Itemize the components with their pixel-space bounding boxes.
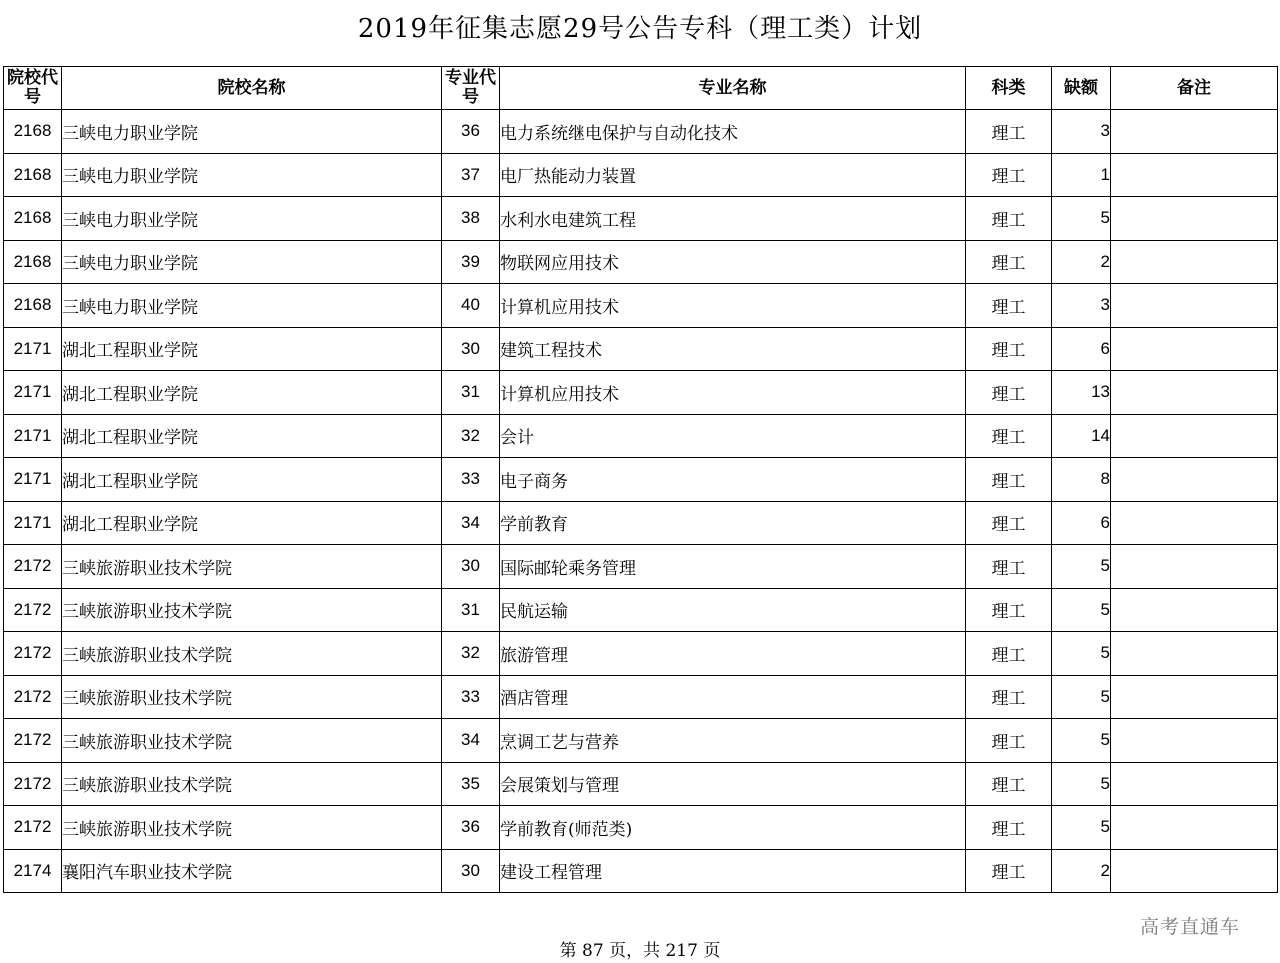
cell-notes xyxy=(1111,327,1278,371)
cell-vacancy: 13 xyxy=(1052,371,1111,415)
cell-vacancy: 8 xyxy=(1052,458,1111,502)
cell-major-name: 电子商务 xyxy=(500,458,966,502)
cell-major-code: 30 xyxy=(442,849,500,893)
cell-major-code: 36 xyxy=(442,806,500,850)
cell-school-code: 2174 xyxy=(4,849,62,893)
cell-notes xyxy=(1111,762,1278,806)
cell-vacancy: 2 xyxy=(1052,240,1111,284)
cell-school-name: 湖北工程职业学院 xyxy=(62,501,442,545)
table-row xyxy=(4,284,1278,328)
cell-notes xyxy=(1111,849,1278,893)
cell-vacancy: 5 xyxy=(1052,588,1111,632)
cell-school-code: 2172 xyxy=(4,806,62,850)
table-row xyxy=(4,414,1278,458)
table-row xyxy=(4,110,1278,154)
cell-major-code: 33 xyxy=(442,458,500,502)
cell-notes xyxy=(1111,284,1278,328)
cell-category: 理工 xyxy=(966,414,1052,458)
admission-plan-table xyxy=(3,66,1278,893)
cell-school-code: 2172 xyxy=(4,719,62,763)
cell-school-code: 2171 xyxy=(4,371,62,415)
cell-school-name: 湖北工程职业学院 xyxy=(62,327,442,371)
cell-vacancy: 5 xyxy=(1052,762,1111,806)
cell-vacancy: 5 xyxy=(1052,197,1111,241)
cell-major-code: 31 xyxy=(442,588,500,632)
table-row xyxy=(4,545,1278,589)
cell-major-name: 国际邮轮乘务管理 xyxy=(500,545,966,589)
cell-school-name: 三峡旅游职业技术学院 xyxy=(62,588,442,632)
header-vacancy: 缺额 xyxy=(1052,67,1111,110)
page-footer: 第 87 页，共 217 页 xyxy=(559,941,721,961)
cell-vacancy: 5 xyxy=(1052,719,1111,763)
cell-major-name: 建设工程管理 xyxy=(500,849,966,893)
cell-notes xyxy=(1111,501,1278,545)
cell-category: 理工 xyxy=(966,327,1052,371)
cell-major-name: 学前教育(师范类) xyxy=(500,806,966,850)
cell-major-code: 30 xyxy=(442,327,500,371)
cell-school-code: 2172 xyxy=(4,675,62,719)
cell-category: 理工 xyxy=(966,675,1052,719)
cell-notes xyxy=(1111,545,1278,589)
watermark: 高考直通车 xyxy=(1140,916,1241,938)
cell-category: 理工 xyxy=(966,197,1052,241)
cell-category: 理工 xyxy=(966,110,1052,154)
cell-notes xyxy=(1111,371,1278,415)
table-row xyxy=(4,806,1278,850)
cell-vacancy: 3 xyxy=(1052,284,1111,328)
header-school-code: 院校代号 xyxy=(4,67,62,110)
cell-school-name: 三峡旅游职业技术学院 xyxy=(62,545,442,589)
cell-major-name: 电力系统继电保护与自动化技术 xyxy=(500,110,966,154)
cell-notes xyxy=(1111,153,1278,197)
cell-category: 理工 xyxy=(966,719,1052,763)
cell-major-code: 31 xyxy=(442,371,500,415)
cell-school-name: 三峡旅游职业技术学院 xyxy=(62,632,442,676)
table-row xyxy=(4,675,1278,719)
cell-major-name: 物联网应用技术 xyxy=(500,240,966,284)
cell-major-code: 39 xyxy=(442,240,500,284)
cell-notes xyxy=(1111,632,1278,676)
header-major-code: 专业代号 xyxy=(442,67,500,110)
cell-category: 理工 xyxy=(966,284,1052,328)
cell-notes xyxy=(1111,675,1278,719)
cell-major-code: 32 xyxy=(442,414,500,458)
cell-notes xyxy=(1111,458,1278,502)
table-row xyxy=(4,458,1278,502)
cell-school-code: 2171 xyxy=(4,458,62,502)
cell-school-name: 三峡电力职业学院 xyxy=(62,284,442,328)
table-row xyxy=(4,588,1278,632)
table-row xyxy=(4,501,1278,545)
cell-school-name: 湖北工程职业学院 xyxy=(62,458,442,502)
cell-major-code: 40 xyxy=(442,284,500,328)
cell-major-name: 水利水电建筑工程 xyxy=(500,197,966,241)
cell-vacancy: 5 xyxy=(1052,675,1111,719)
cell-vacancy: 6 xyxy=(1052,327,1111,371)
table-row xyxy=(4,849,1278,893)
cell-school-code: 2172 xyxy=(4,588,62,632)
cell-major-name: 电厂热能动力装置 xyxy=(500,153,966,197)
cell-school-code: 2171 xyxy=(4,501,62,545)
cell-major-code: 30 xyxy=(442,545,500,589)
cell-category: 理工 xyxy=(966,153,1052,197)
cell-school-name: 湖北工程职业学院 xyxy=(62,371,442,415)
cell-school-code: 2168 xyxy=(4,197,62,241)
cell-category: 理工 xyxy=(966,762,1052,806)
cell-vacancy: 1 xyxy=(1052,153,1111,197)
cell-school-name: 三峡旅游职业技术学院 xyxy=(62,719,442,763)
cell-school-name: 三峡电力职业学院 xyxy=(62,153,442,197)
cell-school-name: 三峡旅游职业技术学院 xyxy=(62,675,442,719)
header-notes: 备注 xyxy=(1111,67,1278,110)
cell-major-name: 烹调工艺与营养 xyxy=(500,719,966,763)
cell-vacancy: 5 xyxy=(1052,806,1111,850)
cell-major-name: 学前教育 xyxy=(500,501,966,545)
table-row xyxy=(4,632,1278,676)
cell-major-code: 34 xyxy=(442,719,500,763)
cell-major-code: 33 xyxy=(442,675,500,719)
cell-category: 理工 xyxy=(966,458,1052,502)
cell-notes xyxy=(1111,197,1278,241)
header-category: 科类 xyxy=(966,67,1052,110)
cell-category: 理工 xyxy=(966,501,1052,545)
cell-category: 理工 xyxy=(966,588,1052,632)
cell-school-name: 三峡电力职业学院 xyxy=(62,240,442,284)
cell-school-name: 襄阳汽车职业技术学院 xyxy=(62,849,442,893)
cell-major-code: 34 xyxy=(442,501,500,545)
cell-school-name: 三峡旅游职业技术学院 xyxy=(62,762,442,806)
table-row xyxy=(4,371,1278,415)
cell-category: 理工 xyxy=(966,849,1052,893)
cell-vacancy: 5 xyxy=(1052,632,1111,676)
cell-notes xyxy=(1111,240,1278,284)
header-major-name: 专业名称 xyxy=(500,67,966,110)
cell-category: 理工 xyxy=(966,806,1052,850)
cell-category: 理工 xyxy=(966,545,1052,589)
cell-category: 理工 xyxy=(966,240,1052,284)
cell-major-code: 32 xyxy=(442,632,500,676)
cell-notes xyxy=(1111,588,1278,632)
cell-major-name: 酒店管理 xyxy=(500,675,966,719)
cell-major-name: 计算机应用技术 xyxy=(500,371,966,415)
table-row xyxy=(4,197,1278,241)
table-row xyxy=(4,153,1278,197)
cell-vacancy: 14 xyxy=(1052,414,1111,458)
cell-school-code: 2172 xyxy=(4,545,62,589)
cell-major-code: 35 xyxy=(442,762,500,806)
cell-notes xyxy=(1111,806,1278,850)
cell-school-code: 2168 xyxy=(4,110,62,154)
cell-major-name: 会计 xyxy=(500,414,966,458)
table-row xyxy=(4,240,1278,284)
table-row xyxy=(4,327,1278,371)
cell-notes xyxy=(1111,719,1278,763)
cell-notes xyxy=(1111,110,1278,154)
header-school-name: 院校名称 xyxy=(62,67,442,110)
cell-major-name: 会展策划与管理 xyxy=(500,762,966,806)
document-title: 2019年征集志愿29号公告专科（理工类）计划 xyxy=(357,14,923,44)
cell-school-name: 三峡电力职业学院 xyxy=(62,197,442,241)
table-row xyxy=(4,762,1278,806)
cell-major-name: 计算机应用技术 xyxy=(500,284,966,328)
cell-notes xyxy=(1111,414,1278,458)
cell-major-name: 建筑工程技术 xyxy=(500,327,966,371)
cell-school-code: 2168 xyxy=(4,153,62,197)
cell-major-name: 旅游管理 xyxy=(500,632,966,676)
cell-school-name: 三峡电力职业学院 xyxy=(62,110,442,154)
cell-major-code: 37 xyxy=(442,153,500,197)
cell-category: 理工 xyxy=(966,632,1052,676)
cell-school-code: 2171 xyxy=(4,414,62,458)
cell-vacancy: 2 xyxy=(1052,849,1111,893)
cell-school-code: 2172 xyxy=(4,632,62,676)
cell-major-code: 36 xyxy=(442,110,500,154)
cell-school-code: 2172 xyxy=(4,762,62,806)
cell-school-code: 2168 xyxy=(4,240,62,284)
cell-school-name: 三峡旅游职业技术学院 xyxy=(62,806,442,850)
cell-major-code: 38 xyxy=(442,197,500,241)
cell-category: 理工 xyxy=(966,371,1052,415)
cell-vacancy: 3 xyxy=(1052,110,1111,154)
cell-major-name: 民航运输 xyxy=(500,588,966,632)
cell-vacancy: 6 xyxy=(1052,501,1111,545)
cell-school-name: 湖北工程职业学院 xyxy=(62,414,442,458)
cell-school-code: 2171 xyxy=(4,327,62,371)
cell-vacancy: 5 xyxy=(1052,545,1111,589)
table-row xyxy=(4,719,1278,763)
cell-school-code: 2168 xyxy=(4,284,62,328)
table-header-row xyxy=(4,67,1278,110)
